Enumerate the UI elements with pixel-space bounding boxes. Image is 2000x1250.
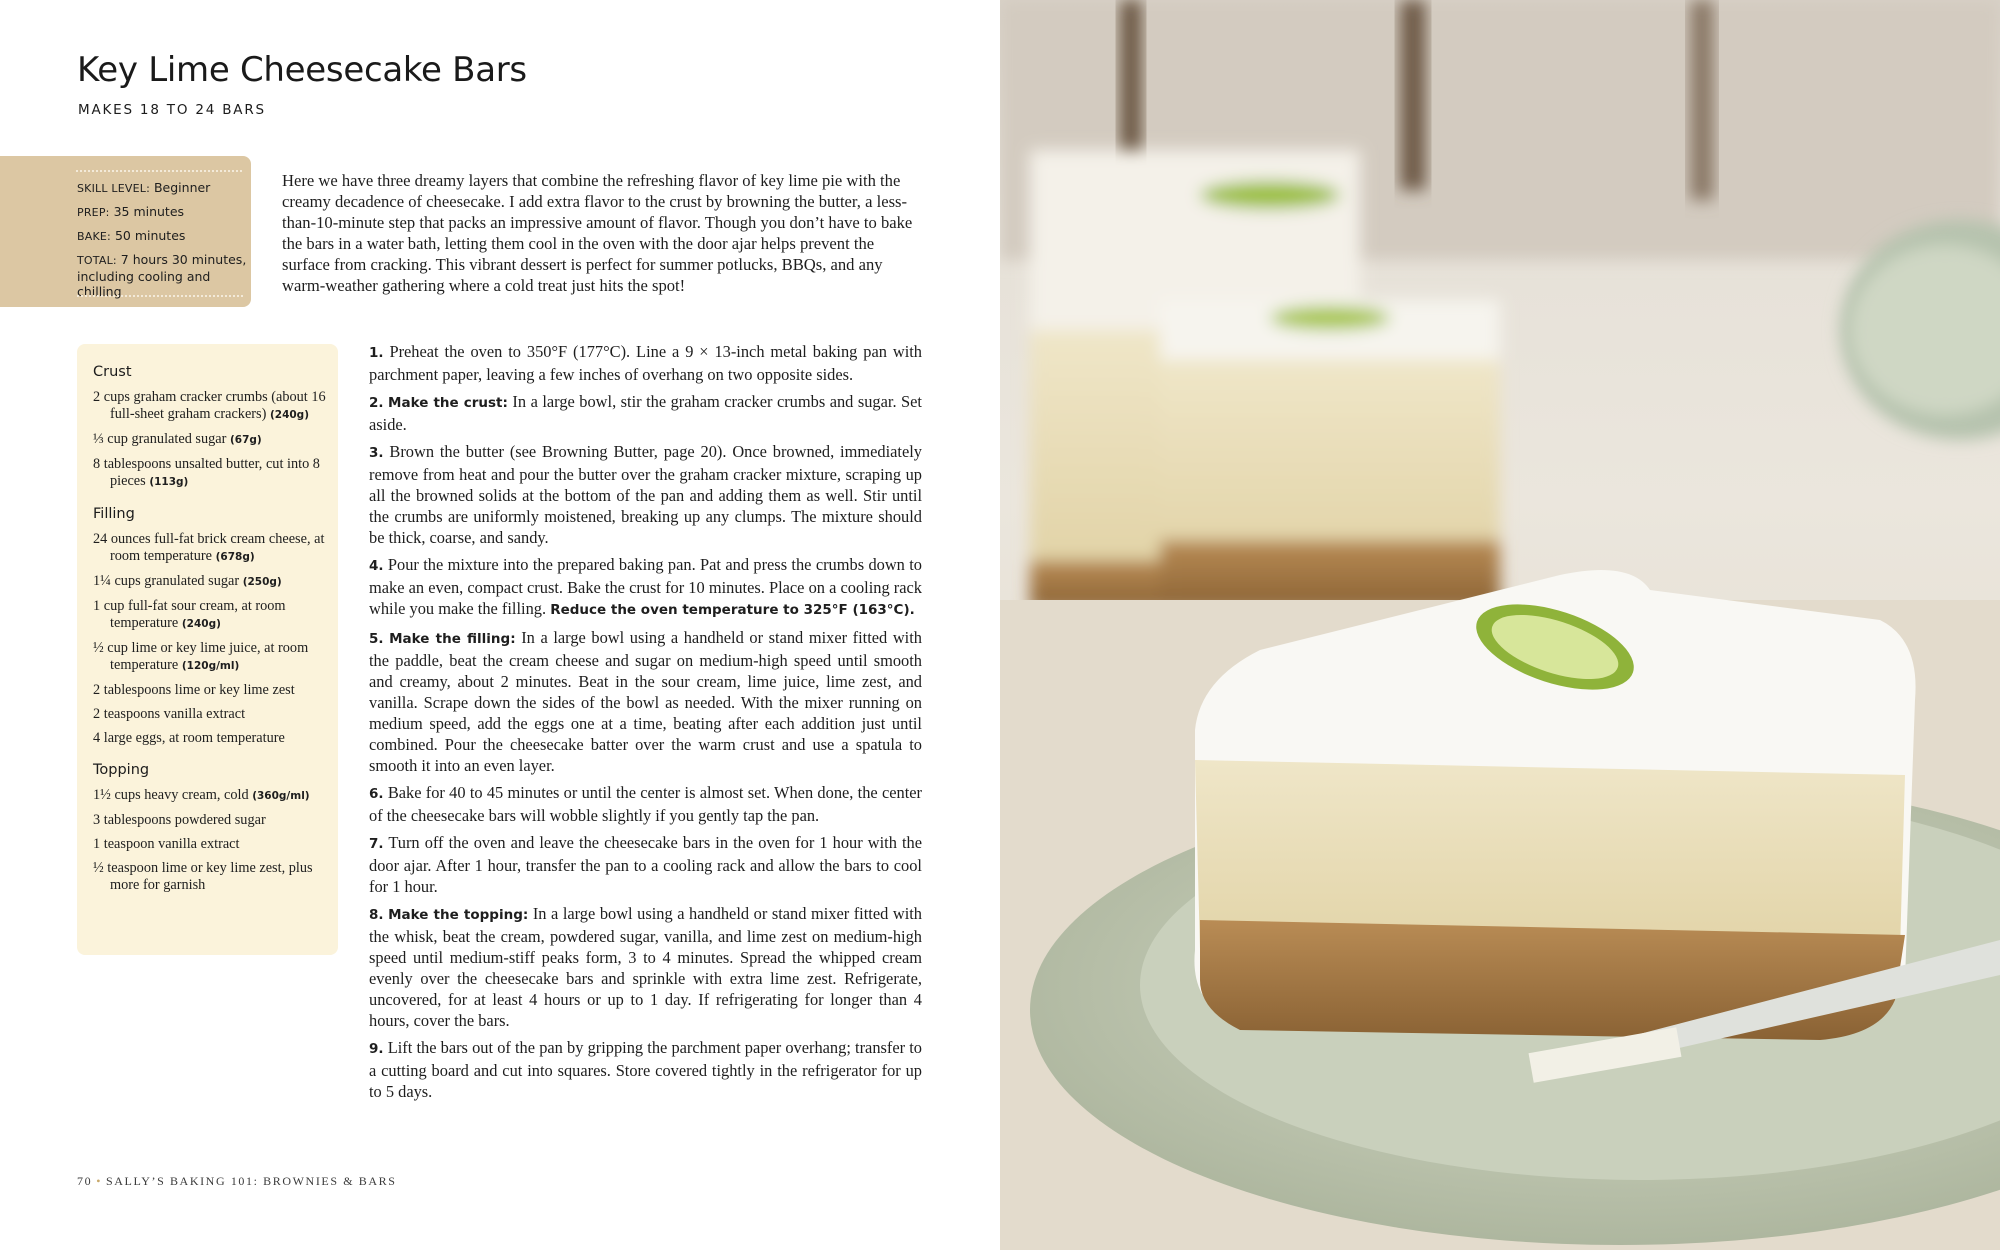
prep-time: PREP: 35 minutes	[77, 204, 185, 219]
ingredient-item	[93, 456, 326, 491]
step-number: 6.	[369, 786, 384, 802]
ingredient-weight: (67g)	[229, 434, 262, 446]
book-title: SALLY’S BAKING 101: BROWNIES & BARS	[106, 1174, 397, 1188]
instruction-step	[369, 1037, 922, 1102]
ingredient-item	[93, 531, 326, 566]
ingredient-text: 4 large eggs, at room temperature	[93, 730, 285, 746]
step-heading: Make the topping:	[388, 907, 529, 923]
step-number: 4.	[369, 558, 384, 574]
step-number: 7.	[369, 836, 384, 852]
step-text: Bake for 40 to 45 minutes or until the center is almost set. When done, the center of the cheesecake bars will wobble slightly if you gently tap the pan.	[369, 783, 922, 825]
step-text: Preheat the oven to 350°F (177°C). Line a 9 × 13-inch metal baking pan with parchment paper, leaving a few inches of overhang on two opposite sides.	[369, 342, 922, 384]
ingredient-text: 8 tablespoons unsalted butter, cut into 8 pieces	[93, 456, 320, 489]
recipe-yield: MAKES 18 TO 24 BARS	[78, 102, 266, 118]
step-heading: Make the crust:	[388, 395, 508, 411]
ingredient-item	[93, 787, 326, 805]
ingredient-text: 2 teaspoons vanilla extract	[93, 706, 246, 722]
ingredient-group-heading: Topping	[93, 762, 150, 778]
step-text: Turn off the oven and leave the cheesecake bars in the oven for 1 hour with the door ajar. After 1 hour, transfer the pan to a cooling rack and allow the bars to cool for 1 hour.	[369, 833, 922, 896]
step-number: 2.	[369, 395, 384, 411]
step-heading: Make the filling:	[389, 631, 516, 647]
ingredient-group	[93, 762, 326, 894]
ingredient-item	[93, 860, 326, 894]
photo-illustration	[1000, 0, 2000, 1250]
ingredient-text: 1 teaspoon vanilla extract	[93, 836, 240, 852]
ingredient-group-heading: Filling	[93, 506, 135, 522]
instruction-step	[369, 554, 922, 621]
instruction-step	[369, 441, 922, 548]
instruction-step	[369, 391, 922, 435]
bake-time: BAKE: 50 minutes	[77, 228, 186, 243]
instruction-step	[369, 832, 922, 897]
ingredient-item	[93, 573, 326, 591]
ingredient-list	[93, 389, 326, 491]
dotted-divider	[77, 295, 243, 297]
ingredient-weight: (240g)	[269, 409, 310, 421]
page-number: 70	[77, 1174, 93, 1188]
instruction-step	[369, 341, 922, 385]
recipe-intro: Here we have three dreamy layers that combine the refreshing flavor of key lime pie with the creamy decadence of cheesecake. I add extra flavor to the crust by browning the butter, a less-than-10-minute step that packs an impressive amount of flavor. Though you don’t have to bake the bars in a water bath, letting them cool in the oven with the door ajar helps prevent the surface from cracking. This vibrant dessert is perfect for summer potlucks, BBQs, and any warm-weather gathering where a cold treat just hits the spot!	[282, 170, 913, 295]
ingredient-text: ⅓ cup granulated sugar	[93, 431, 227, 447]
cheesecake-photo	[1000, 0, 2000, 1250]
ingredient-weight: (678g)	[215, 551, 255, 563]
step-emphasis: Reduce the oven temperature to 325°F (163°C).	[550, 602, 915, 618]
page-footer	[77, 1174, 397, 1189]
instruction-step	[369, 903, 922, 1031]
step-text: Lift the bars out of the pan by gripping the parchment paper overhang; transfer to a cutting board and cut into squares. Store covered tightly in the refrigerator for up to 5 days.	[369, 1038, 922, 1101]
ingredient-item	[93, 682, 326, 699]
instruction-step	[369, 782, 922, 826]
ingredient-list	[93, 787, 326, 894]
step-number: 8.	[369, 907, 384, 923]
ingredient-weight: (120g/ml)	[181, 660, 240, 672]
ingredient-group	[93, 506, 326, 747]
ingredient-text: 1 cup full-fat sour cream, at room temperature	[93, 598, 286, 631]
ingredient-item	[93, 431, 326, 449]
step-text: In a large bowl using a handheld or stand mixer fitted with the paddle, beat the cream cheese and sugar on medium-high speed until smooth and creamy, about 2 minutes. Beat in the sour cream, lime juice, lime zest, and vanilla. Scrape down the sides of the bowl as needed. With the mixer running on medium speed, add the eggs one at a time, beating after each addition just until combined. Pour the cheesecake batter over the warm crust and use a spatula to smooth it into an even layer.	[369, 628, 922, 775]
ingredient-text: 1¼ cups granulated sugar	[93, 573, 240, 589]
step-text: Brown the butter (see Browning Butter, page 20). Once browned, immediately remove from heat and pour the butter over the graham cracker mixture, scraping up all the browned solids at the bottom of the pan and adding them as well. Stir until the crumbs are uniformly moistened, breaking up any clumps. The mixture should be thick, coarse, and sandy.	[369, 442, 922, 547]
dotted-divider	[76, 170, 242, 172]
ingredient-weight: (250g)	[242, 576, 282, 588]
ingredient-weight: (360g/ml)	[252, 790, 310, 802]
ingredient-text: 2 tablespoons lime or key lime zest	[93, 682, 295, 698]
recipe-info-box	[0, 156, 251, 307]
skill-level: SKILL LEVEL: Beginner	[77, 180, 211, 195]
bullet-icon: •	[96, 1174, 103, 1188]
step-text: Pour the mixture into the prepared baking pan. Pat and press the crumbs down to make an even, compact crust. Bake the crust for 10 minutes. Place on a cooling rack while you make the filling.	[369, 555, 922, 618]
ingredient-item	[93, 389, 326, 424]
total-time: TOTAL: 7 hours 30 minutes, including cooling and chilling	[77, 252, 247, 299]
ingredient-weight: (240g)	[181, 618, 221, 630]
step-number: 3.	[369, 445, 384, 461]
ingredient-item	[93, 836, 326, 853]
ingredient-text: 24 ounces full-fat brick cream cheese, at room temperature	[93, 531, 325, 564]
ingredient-item	[93, 706, 326, 723]
ingredient-text: 1½ cups heavy cream, cold	[93, 787, 249, 803]
ingredient-list	[93, 531, 326, 747]
ingredients-box	[77, 344, 338, 955]
ingredient-item	[93, 640, 326, 675]
step-text: In a large bowl using a handheld or stand mixer fitted with the whisk, beat the cream, powdered sugar, vanilla, and lime zest on medium-high speed until medium-stiff peaks form, 3 to 4 minutes. Spread the whipped cream evenly over the cheesecake bars and sprinkle with extra lime zest. Refrigerate, uncovered, for at least 4 hours or up to 1 day. If refrigerating for longer than 4 hours, cover the bars.	[369, 904, 922, 1030]
step-text: In a large bowl, stir the graham cracker crumbs and sugar. Set aside.	[369, 392, 922, 434]
recipe-title: Key Lime Cheesecake Bars	[77, 50, 527, 90]
ingredient-group-heading: Crust	[93, 364, 132, 380]
ingredient-item	[93, 730, 326, 747]
ingredient-group	[93, 364, 326, 491]
ingredient-text: 3 tablespoons powdered sugar	[93, 812, 266, 828]
instruction-step	[369, 627, 922, 776]
ingredient-item	[93, 812, 326, 829]
step-number: 5.	[369, 631, 384, 647]
instructions	[369, 341, 922, 1108]
ingredient-weight: (113g)	[149, 476, 189, 488]
step-number: 9.	[369, 1041, 384, 1057]
step-number: 1.	[369, 345, 384, 361]
ingredient-text: ½ teaspoon lime or key lime zest, plus more for garnish	[93, 860, 313, 893]
ingredient-text: ½ cup lime or key lime juice, at room temperature	[93, 640, 309, 673]
ingredient-item	[93, 598, 326, 633]
ingredient-text: 2 cups graham cracker crumbs (about 16 full-sheet graham crackers)	[93, 389, 326, 422]
